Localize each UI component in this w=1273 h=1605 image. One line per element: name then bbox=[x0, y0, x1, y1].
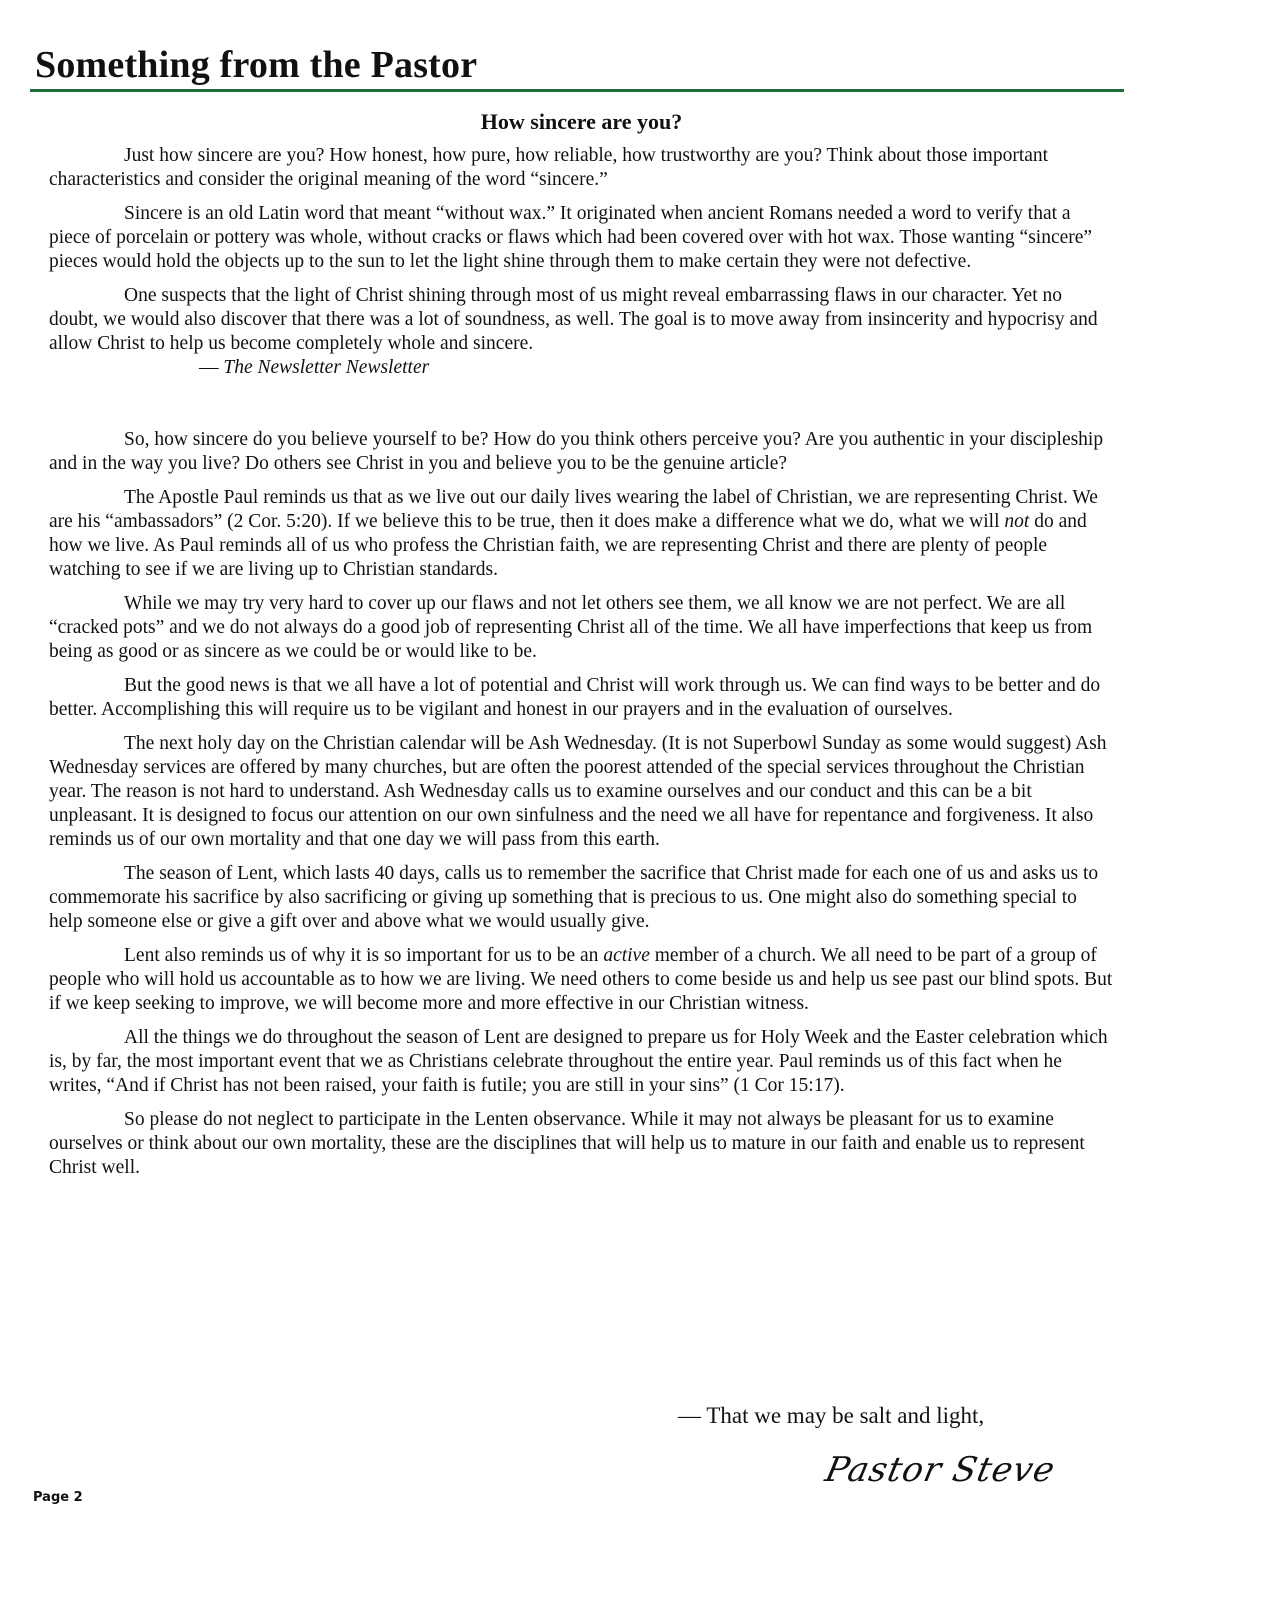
paragraph-10-part-a: Lent also reminds us of why it is so important for us to be an bbox=[124, 945, 604, 966]
quote-attribution bbox=[199, 356, 1114, 380]
attribution-dash: — bbox=[199, 357, 224, 378]
header-divider bbox=[30, 89, 1124, 92]
paragraph-6: While we may try very hard to cover up our flaws and not let others see them, we all know we are not perfect. We are all “cracked pots” and we do not always do a good job of representing Christ all of the time. We all have imperfections that keep us from being as good or as sincere as we could be or would like to be. bbox=[49, 593, 1093, 662]
paragraph-8: The next holy day on the Christian calendar will be Ash Wednesday. (It is not Superbowl Sunday as some would suggest) Ash Wednesday services are offered by many churches, but are often the poorest attended of the special services throughout the Christian year. The reason is not hard to understand. Ash Wednesday calls us to examine ourselves and our conduct and this can be a bit unpleasant. It is designed to focus our attention on our own sinfulness and the need we all have for repentance and forgiveness. It also reminds us of our own mortality and that one day we will pass from this earth. bbox=[49, 733, 1107, 850]
article-title: How sincere are you? bbox=[480, 109, 683, 134]
paragraph-10-emphasis: active bbox=[603, 945, 650, 966]
attribution-source: The Newsletter Newsletter bbox=[223, 357, 430, 378]
closing-line: — That we may be salt and light, bbox=[678, 1403, 985, 1428]
paragraph-10 bbox=[49, 944, 1114, 1016]
article bbox=[49, 108, 1114, 1190]
paragraph-9: The season of Lent, which lasts 40 days, calls us to remember the sacrifice that Christ made for each one of us and asks us to commemorate his sacrifice by also sacrificing or giving up something that is precious to us. One might also do something special to help someone else or give a gift over and above what we would usually give. bbox=[49, 863, 1099, 932]
paragraph-5 bbox=[49, 486, 1114, 582]
page-number: Page 2 bbox=[33, 1490, 83, 1505]
paragraph-2: Sincere is an old Latin word that meant “without wax.” It originated when ancient Romans needed a word to verify that a piece of porcelain or pottery was whole, without cracks or flaws which had been covered over with hot wax. Those wanting “sincere” pieces would hold the objects up to the sun to let the light shine through them to make certain they were not defective. bbox=[49, 203, 1093, 272]
paragraph-10-part-b: member of a church. We all need to be part of a group of people who will hold us accountable as to how we are living. We need others to come beside us and help us see past our blind spots. But if we keep seeking to improve, we will become more and more effective in our Christian witness. bbox=[49, 945, 1113, 1014]
paragraph-1: Just how sincere are you? How honest, how pure, how reliable, how trustworthy are you? Think about those important characteristics and consider the original meaning of the word “sincere.” bbox=[49, 145, 1049, 190]
paragraph-7: But the good news is that we all have a lot of potential and Christ will work through us. We can find ways to be better and do better. Accomplishing this will require us to be vigilant and honest in our prayers and in the evaluation of ourselves. bbox=[49, 675, 1101, 720]
paragraph-11: All the things we do throughout the season of Lent are designed to prepare us for Holy Week and the Easter celebration which is, by far, the most important event that we as Christians celebrate throughout the entire year. Paul reminds us of this fact when he writes, “And if Christ has not been raised, your faith is futile; you are still in your sins” (1 Cor 15:17). bbox=[49, 1027, 1108, 1096]
paragraph-12: So please do not neglect to participate in the Lenten observance. While it may not always be pleasant for us to examine ourselves or think about our own mortality, these are the disciplines that will help us to mature in our faith and enable us to represent Christ well. bbox=[49, 1109, 1085, 1178]
paragraph-5-part-a: The Apostle Paul reminds us that as we live out our daily lives wearing the label of Christian, we are representing Christ. We are his “ambassadors” (2 Cor. 5:20). If we believe this to be true, then it does make a difference what we do, what we will bbox=[49, 487, 1098, 532]
paragraph-4: So, how sincere do you believe yourself to be? How do you think others perceive you? Are you authentic in your discipleship and in the way you live? Do others see Christ in you and believe you to be the genuine article? bbox=[49, 429, 1104, 474]
paragraph-5-emphasis: not bbox=[1004, 511, 1030, 532]
page-title: Something from the Pastor bbox=[35, 44, 478, 86]
paragraph-3: One suspects that the light of Christ shining through most of us might reveal embarrassing flaws in our character. Yet no doubt, we would also discover that there was a lot of soundness, as well. The goal is to move away from insincerity and hypocrisy and allow Christ to help us become completely whole and sincere. bbox=[49, 285, 1098, 354]
signature: Pastor Steve bbox=[821, 1450, 1059, 1490]
paragraph-5-part-b: do and how we live. As Paul reminds all of us who profess the Christian faith, we are representing Christ and there are plenty of people watching to see if we are living up to Christian standards. bbox=[49, 511, 1087, 580]
section-spacer bbox=[49, 380, 1114, 428]
